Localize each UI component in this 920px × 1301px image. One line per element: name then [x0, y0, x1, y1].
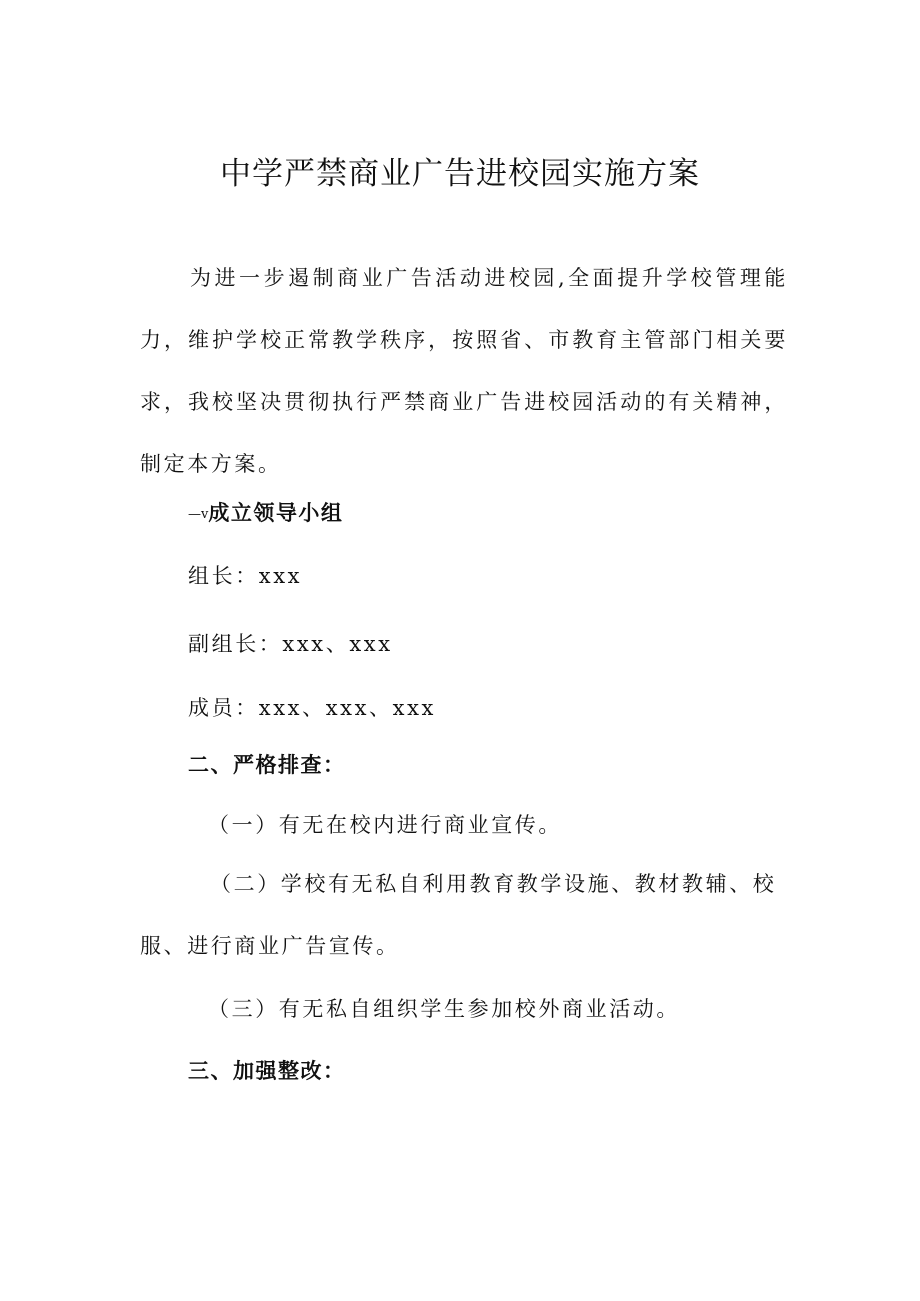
section-2-heading: 二、严格排查： — [188, 753, 346, 777]
section-3-heading: 三、加强整改： — [188, 1059, 346, 1083]
deputy-leader-line: 副组长：xxx、xxx — [188, 632, 393, 656]
intro-paragraph: 为进一步遏制商业广告活动进校园,全面提升学校管理能力，维护学校正常教学秩序，按照省、市教育主管部门相关要求，我校坚决贯彻执行严禁商业广告进校园活动的有关精神，制定本方案。 — [140, 266, 788, 476]
leader-line: 组长：xxx — [188, 564, 303, 588]
section-1-prefix: —v — [188, 507, 209, 522]
members-line: 成员：xxx、xxx、xxx — [188, 696, 436, 720]
section-1-heading-text: 成立领导小组 — [208, 501, 344, 525]
check-item-1: （一）有无在校内进行商业宣传。 — [208, 813, 562, 837]
check-item-2: （二）学校有无私自利用教育教学设施、教材教辅、校服、进行商业广告宣传。 — [140, 872, 777, 958]
check-item-3: （三）有无私自组织学生参加校外商业活动。 — [208, 997, 680, 1021]
section-1-heading — [188, 497, 343, 527]
document-title: 中学严禁商业广告进校园实施方案 — [220, 156, 700, 192]
